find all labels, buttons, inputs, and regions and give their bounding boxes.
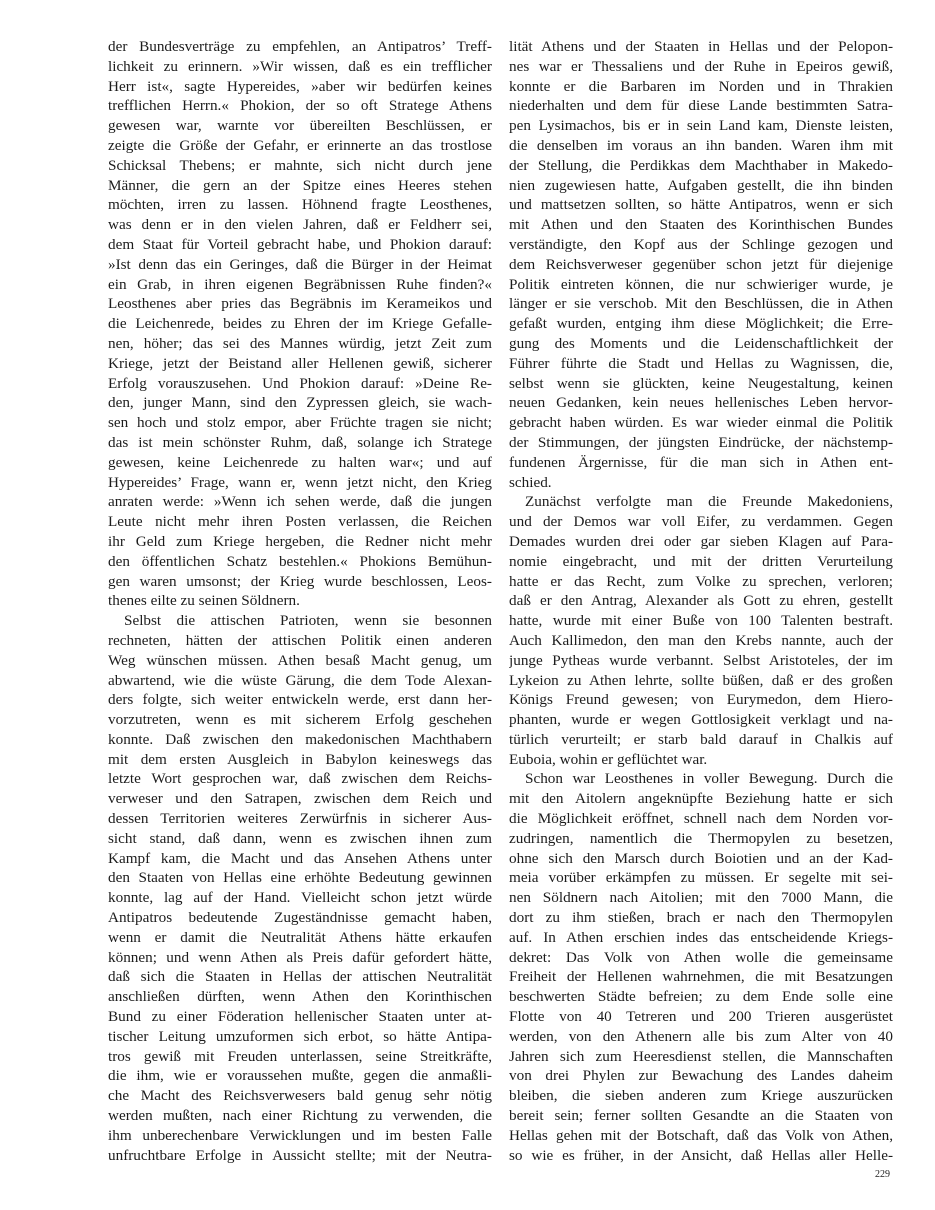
text-line: der Stellung, die Perdikkas dem Machthaber in Makedo- bbox=[509, 156, 893, 174]
text-line: nien zugewiesen hatte, Aufgaben gestellt, die ihn binden bbox=[509, 176, 893, 194]
text-line: pen Lysimachos, bis er in sein Land kam, Dienste leisten, bbox=[509, 117, 893, 135]
text-line: Selbst die attischen Patrioten, wenn sie besonnen bbox=[124, 612, 492, 630]
text-line: ders folgte, sich weiter entwickeln werde, erst dann her- bbox=[108, 691, 492, 709]
text-line: und mattsetzen sollten, so hätte Antipatros, wenn er sich bbox=[509, 196, 893, 214]
text-line: gewesen war, warnte vor übereilten Beschlüssen, er bbox=[108, 117, 492, 135]
text-line: »Ist denn das ein Geringes, daß die Bürger in der Heimat bbox=[108, 255, 492, 273]
text-line: die Leichenrede, beides zu Ehren der im Kriege Gefalle- bbox=[108, 315, 492, 333]
text-line: gefaßt wurden, entging ihm diese Möglichkeit; die Erre- bbox=[509, 315, 893, 333]
text-line: dort zu ihm stießen, brach er nach den Thermopylen bbox=[509, 909, 893, 927]
text-line: thenes eilte zu seinen Söldnern. bbox=[108, 592, 300, 610]
text-line: ihr Geld zum Kriege hergeben, die Redner nicht mehr bbox=[108, 532, 492, 550]
text-line: sicht stand, daß dann, wenn es zwischen ihnen zum bbox=[108, 829, 492, 847]
text-line: Kriege, jetzt der Beistand aller Hellenen gewiß, sicherer bbox=[108, 354, 492, 372]
text-line: mit den Aitolern angeknüpfte Beziehung hatte er sich bbox=[509, 790, 893, 808]
text-line: so wie es früher, in der Ansicht, daß Hellas aller Helle- bbox=[509, 1146, 893, 1164]
text-line: die denselben im voraus an ihn banden. Waren ihm mit bbox=[509, 136, 893, 154]
text-line: beschwerten Städte befreien; zu dem Ende solle eine bbox=[509, 988, 893, 1006]
text-line: verweser und den Satrapen, zwischen dem Reich und bbox=[108, 790, 492, 808]
text-line: Jahren sich zum Heeresdienst stellen, die Mannschaften bbox=[509, 1047, 893, 1065]
text-line: gen waren umsonst; der Krieg wurde beschlossen, Leos- bbox=[108, 572, 492, 590]
text-line: daß er den Antrag, Alexander als Gott zu ehren, gestellt bbox=[509, 592, 893, 610]
text-line: nen Söldnern nach Aitolien; mit den 7000 Mann, die bbox=[509, 889, 893, 907]
text-line: Königs Freund gewesen; von Eurymedon, dem Hiero- bbox=[509, 691, 893, 709]
text-line: abwartend, wie die wüste Gärung, die dem Tode Alexan- bbox=[108, 671, 492, 689]
text-line: werden mußten, nach einer Richtung zu verwenden, die bbox=[108, 1107, 492, 1125]
text-line: ein Grab, in ihren eigenen Begräbnissen Ruhe finden?« bbox=[108, 275, 492, 293]
text-line: bleiben, die sieben anderen zum Kriege auszurücken bbox=[509, 1087, 893, 1105]
text-line: länger er sie verschob. Mit den Beschlüssen, die in Athen bbox=[509, 295, 893, 313]
text-line: dem Staat für Vorteil gebracht habe, und Phokion darauf: bbox=[108, 235, 492, 253]
text-line: der Stimmungen, der jüngsten Eindrücke, der nächstemp- bbox=[509, 433, 893, 451]
text-line: Schon war Leosthenes in voller Bewegung. Durch die bbox=[525, 770, 893, 788]
text-line: Zunächst verfolgte man die Freunde Makedoniens, bbox=[525, 493, 893, 511]
text-line: Kampf kam, die Macht und das Ansehen Athens unter bbox=[108, 849, 492, 867]
text-line: Führer führte die Stadt und Hellas zu Wagnissen, die, bbox=[509, 354, 893, 372]
text-line: Flotte von 40 Tetreren und 200 Trieren ausgerüstet bbox=[509, 1008, 893, 1026]
text-line: letzte Wort gesprochen war, daß zwischen dem Reichs- bbox=[108, 770, 492, 788]
text-line: meia vorüber erkämpfen zu müssen. Er segelte mit sei- bbox=[509, 869, 893, 887]
text-line: gung des Moments und die Leidenschaftlichkeit der bbox=[509, 334, 893, 352]
text-line: bereit sein; ferner sollten Gesandte an die Staaten von bbox=[509, 1107, 893, 1125]
text-line: den Staaten von Hellas eine erhöhte Bedeutung gewinnen bbox=[108, 869, 492, 887]
text-line: Leute nicht mehr ihren Posten verlassen, die Reichen bbox=[108, 513, 492, 531]
text-line: konnte, lag auf der Hand. Vielleicht schon jetzt würde bbox=[108, 889, 492, 907]
text-line: Politik eintreten können, die nur schwieriger wurde, je bbox=[509, 275, 893, 293]
text-line: niederhalten und dem für diese Lande bestimmten Satra- bbox=[509, 97, 893, 115]
text-line: Bund zu einer Föderation hellenischer Staaten unter at- bbox=[108, 1008, 492, 1026]
text-line: mit dem ersten Ausgleich in Babylon keineswegs das bbox=[108, 750, 492, 768]
text-line: tischer Leitung umzuformen sich erbot, so hätte Antipa- bbox=[108, 1027, 492, 1045]
text-line: dessen Territorien weiteres Zerwürfnis in sicherer Aus- bbox=[108, 810, 492, 828]
text-line: hatte er das Recht, zum Volke zu sprechen, verloren; bbox=[509, 572, 893, 590]
text-line: den öffentlichen Schatz bestehlen.« Phokions Bemühun- bbox=[108, 552, 492, 570]
text-line: konnte. Daß zwischen den makedonischen Machthabern bbox=[108, 730, 492, 748]
text-line: neuen Gedanken, kein neues hellenisches Leben hervor- bbox=[509, 394, 893, 412]
text-line: die ihm, wie er voraussehen mußte, gegen die anmaßli- bbox=[108, 1067, 492, 1085]
text-line: selbst wenn sie glückten, keine Neugestaltung, keinen bbox=[509, 374, 893, 392]
text-line: Leosthenes aber pries das Begräbnis im Kerameikos und bbox=[108, 295, 492, 313]
page-number: 229 bbox=[875, 1169, 890, 1180]
text-line: vorzutreten, wenn es mit sicherem Erfolg geschehen bbox=[108, 711, 492, 729]
text-line: che Macht des Reichsverwesers bald genug sehr nötig bbox=[108, 1087, 492, 1105]
text-line: Weg wünschen müssen. Athen besaß Macht genug, um bbox=[108, 651, 492, 669]
text-line: junge Pytheas wurde verbannt. Selbst Aristoteles, der im bbox=[509, 651, 893, 669]
text-line: ihm unberechenbare Verwicklungen und im besten Falle bbox=[108, 1126, 492, 1144]
text-line: Männer, die gern an der Spitze eines Heeres stehen bbox=[108, 176, 492, 194]
text-line: gewesen, keine Leichenrede zu halten war«; und auf bbox=[108, 453, 492, 471]
text-line: fundenen Ärgernisse, für die man sich in Athen ent- bbox=[509, 453, 893, 471]
text-line: nen, höher; das sei des Mannes würdig, jetzt Zeit zum bbox=[108, 334, 492, 352]
text-line: trefflichen Herrn.« Phokion, der so oft Stratege Athens bbox=[108, 97, 492, 115]
text-line: ohne sich den Marsch durch Boiotien und an der Kad- bbox=[509, 849, 893, 867]
text-line: schied. bbox=[509, 473, 552, 491]
text-line: zeigte die Größe der Gefahr, er erinnerte an das trostlose bbox=[108, 136, 492, 154]
text-line: die Möglichkeit eröffnet, schnell nach dem Norden vor- bbox=[509, 810, 893, 828]
text-line: wenn er damit die Neutralität Athens hätte erkaufen bbox=[108, 928, 492, 946]
text-line: Auch Kallimedon, den man den Krebs nannte, auch der bbox=[509, 631, 893, 649]
text-line: konnte er die Barbaren im Norden und in Thrakien bbox=[509, 77, 893, 95]
text-line: auf. In Athen erschien indes das entscheidende Kriegs- bbox=[509, 928, 893, 946]
text-line: Antipatros bedeutende Zugeständnisse gemacht haben, bbox=[108, 909, 492, 927]
text-line: das ist mein schönster Ruhm, daß, solange ich Stratege bbox=[108, 433, 492, 451]
text-line: verständigte, den Kopf aus der Schlinge gezogen und bbox=[509, 235, 893, 253]
text-line: hatte, wurde mit einer Buße von 100 Talenten bestraft. bbox=[509, 612, 893, 630]
text-line: Hypereides’ Frage, wann er, wenn jetzt nicht, den Krieg bbox=[108, 473, 492, 491]
text-line: möchten, irren zu lassen. Höhnend fragte Leosthenes, bbox=[108, 196, 492, 214]
text-line: dekret: Das Volk von Athen wolle die gemeinsame bbox=[509, 948, 893, 966]
text-line: Schicksal Thebens; er mahnte, sich nicht durch jene bbox=[108, 156, 492, 174]
text-line: gebracht haben würden. Es war wieder einmal die Politik bbox=[509, 414, 893, 432]
text-line: Lykeion zu Athen lehrte, sollte büßen, daß er des großen bbox=[509, 671, 893, 689]
text-line: Demades wurden drei oder gar sieben Klagen auf Para- bbox=[509, 532, 893, 550]
text-line: Hellas gehen mit der Botschaft, daß das Volk von Athen, bbox=[509, 1126, 893, 1144]
text-line: können; und wenn Athen als Preis dafür gefordert hätte, bbox=[108, 948, 492, 966]
text-line: rechneten, hätten der attischen Politik einen anderen bbox=[108, 631, 492, 649]
text-line: Freiheit der Hellenen wahrnehmen, die mit Besatzungen bbox=[509, 968, 893, 986]
text-line: dem Reichsverweser gegenüber schon jetzt für diejenige bbox=[509, 255, 893, 273]
text-line: anraten werde: »Wenn ich sehen werde, daß die jungen bbox=[108, 493, 492, 511]
text-line: zudringen, namentlich die Thermopylen zu besetzen, bbox=[509, 829, 893, 847]
text-line: mit Athen und den Staaten des Korinthischen Bundes bbox=[509, 216, 893, 234]
text-line: lichkeit zu erinnern. »Wir wissen, daß es ein trefflicher bbox=[108, 57, 492, 75]
text-column-left bbox=[108, 37, 492, 1165]
text-line: den, junger Mann, sind den Zypressen gleich, sie wach- bbox=[108, 394, 492, 412]
text-line: Erfolg vorauszusehen. Und Phokion darauf: »Deine Re- bbox=[108, 374, 492, 392]
text-line: und der Demos war voll Eifer, zu verdammen. Gegen bbox=[509, 513, 893, 531]
text-line: anschließen dürften, wenn Athen den Korinthischen bbox=[108, 988, 492, 1006]
text-line: sen hoch und stolz empor, aber Früchte tragen sie nicht; bbox=[108, 414, 492, 432]
text-line: der Bundesverträge zu empfehlen, an Antipatros’ Treff- bbox=[108, 38, 492, 55]
text-line: nomie eingebracht, und mit der dritten Verurteilung bbox=[509, 552, 893, 570]
text-line: von drei Phylen zur Bewachung des Landes daheim bbox=[509, 1067, 893, 1085]
text-column-right bbox=[509, 37, 893, 1165]
text-line: unfruchtbare Erfolge in Aussicht stellte; mit der Neutra- bbox=[108, 1146, 492, 1164]
text-line: Euboia, wohin er geflüchtet war. bbox=[509, 750, 708, 768]
text-line: was denn er in den vielen Jahren, daß er Feldherr sei, bbox=[108, 216, 492, 234]
text-line: türlich verurteilt; er starb bald darauf in Chalkis auf bbox=[509, 730, 893, 748]
text-line: Herr ist«, sagte Hypereides, »aber wir bedürfen keines bbox=[108, 77, 492, 95]
text-line: nes war er Thessaliens und der Ruhe in Epeiros gewiß, bbox=[509, 57, 893, 75]
text-line: lität Athens und der Staaten in Hellas und der Pelopon- bbox=[509, 38, 893, 55]
text-line: werden, von den Athenern alle bis zum Alter von 40 bbox=[509, 1027, 893, 1045]
text-line: tros gewiß mit Freuden unterlassen, seine Streitkräfte, bbox=[108, 1047, 492, 1065]
text-line: phanten, wurde er wegen Gottlosigkeit verklagt und na- bbox=[509, 711, 893, 729]
text-line: daß sich die Staaten in Hellas der attischen Neutralität bbox=[108, 968, 492, 986]
